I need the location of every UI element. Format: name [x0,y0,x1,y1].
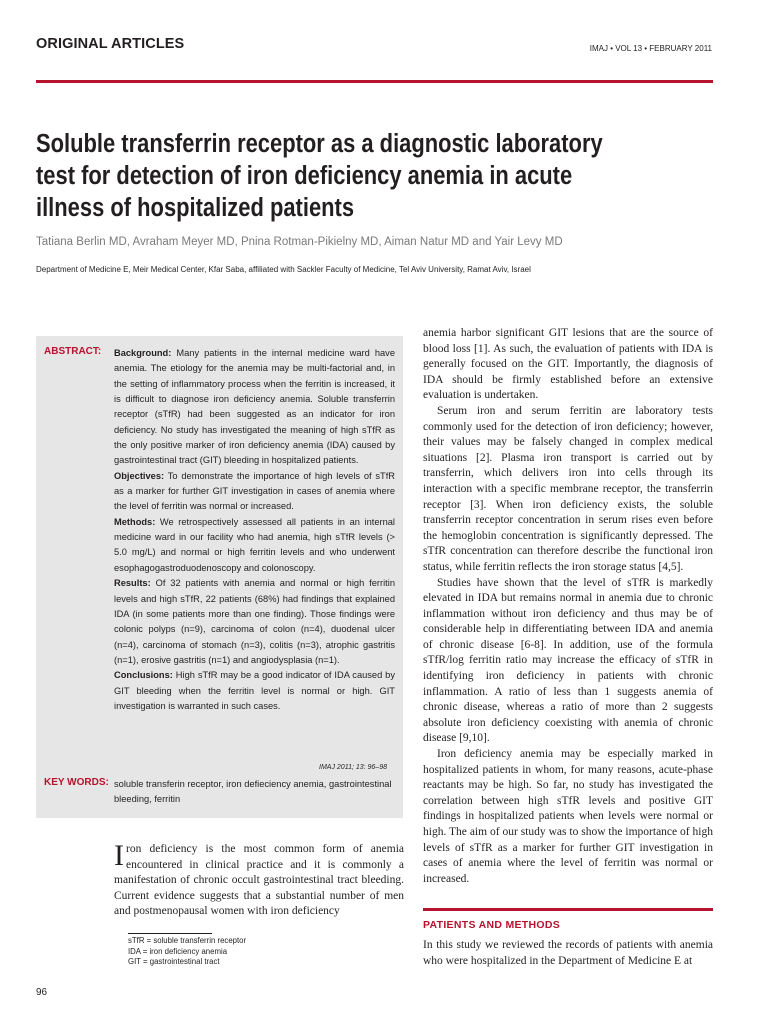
title-line-1: Soluble transferrin receptor as a diagnostic laboratory [36,130,603,158]
abstract-objectives [114,469,395,515]
conclusions-heading: Conclusions: [114,670,173,681]
author-list: Tatiana Berlin MD, Avraham Meyer MD, Pnina Rotman-Pikielny MD, Aiman Natur MD and Yair Levy MD [36,236,563,248]
background-text: Many patients in the internal medicine ward have anemia. The etiology for the anemia may be multi-factorial and, in the setting of inflammatory process when the ferritin is increased, it is difficult to diagnose iron deficiency anemia. Soluble transferrin receptor (sTfR) had been suggested as an indicator for iron deficiency. No study has investigated the meaning of high sTfR as the only positive marker of iron deficiency anemia (IDA) caused by gastrointestinal tract (GIT) bleeding in hospitalized patients. [114,348,395,466]
journal-info: IMAJ • VOL 13 • FEBRUARY 2011 [589,44,712,53]
body-paragraph-3: Studies have shown that the level of sTfR is markedly elevated in IDA but remains normal in anemia due to chronic inflammation without iron deficiency and thus may be of considerable help in differentiating between IDA and anemia of chronic disease [6-8]. In addition, use of the formula sTfR/log ferritin ratio may increase the efficacy of sTfR in identifying iron deficiency in patients with chronic inflammation. A ratio of less than 1 suggests anemia of chronic disease, whereas a ratio of more than 2 suggests absolute iron deficiency coexisting with anemia of chronic disease [9,10]. [423,576,713,745]
body-paragraph-4: Iron deficiency anemia may be especially marked in hospitalized patients in whom, for many reasons, acute-phase reactants may be high. So far, no study has investigated the correlation between high sTfR levels and positive GIT findings in hospitalized patients when levels were normal or high. The aim of our study was to show the importance of high levels of sTfR as a marker for further GIT investigation in cases of anemia where the level of ferritin was normal or increased. [423,748,713,885]
abstract-text [114,346,395,714]
abstract-conclusions [114,668,395,714]
article-title [36,128,621,224]
affiliation: Department of Medicine E, Meir Medical Center, Kfar Saba, affiliated with Sackler Faculty of Medicine, Tel Aviv University, Ramat Aviv, Israel [36,265,531,274]
body-paragraph-1: anemia harbor significant GIT lesions that are the source of blood loss [1]. As such, the evaluation of patients with IDA is generally focused on the GIT. Importantly, the diagnosis of IDA should be firmly established before an extensive evaluation is undertaken. [423,327,713,402]
abstract-label: ABSTRACT: [44,346,102,357]
abstract-box [36,336,403,818]
header-rule [36,80,713,83]
title-line-3: illness of hospitalized patients [36,194,355,222]
abstract-background [114,346,395,469]
footnote-git: GIT = gastrointestinal tract [128,957,220,966]
objectives-heading: Objectives: [114,470,165,481]
results-heading: Results: [114,578,151,589]
abstract-methods [114,515,395,576]
methods-text: We retrospectively assessed all patients in an internal medicine ward in our facility who had anemia, high sTfR levels (> 5.0 mg/L) and normal or high ferritin levels and who underwent esophagogastroduodenoscopy and colonoscopy. [114,516,395,573]
intro-paragraph: Iron deficiency is the most common form of anemia encountered in clinical practice and it is commonly a manifestation of chronic occult gastrointestinal tract bleeding. Current evidence suggests that a substantial number of men and postmenopausal women with iron deficiency [114,839,404,917]
footnote-ida: IDA = iron deficiency anemia [128,946,228,956]
section-label: ORIGINAL ARTICLES [36,36,185,52]
patients-methods-heading: PATIENTS AND METHODS [423,919,561,931]
body-paragraph-2: Serum iron and serum ferritin are laboratory tests commonly used for the detection of iron deficiency; however, their values may be falsely changed in complex medical situations [2]. Plasma iron transport is carried out by transferrin, which delivers iron into cells through its interaction with a specific membrane receptor, the transferrin receptor [3]. When iron deficiency exists, the soluble transferrin receptor concentration in serum rises even before the hemoglobin concentration is significantly depressed. The sTfR concentration can therefore describe the functional iron status, while ferritin reflects the iron storage status [4,5]. [423,404,713,573]
right-column [423,326,713,887]
footnote-stfr: sTfR = soluble transferrin receptor [128,936,247,945]
background-heading: Background: [114,348,172,358]
conclusions-text: High sTfR may be a good indicator of IDA caused by GIT bleeding when the ferritin level is normal or high. GIT investigation is warranted in such cases. [114,670,395,711]
abbreviation-footnotes [128,936,246,968]
methods-heading: Methods: [114,516,156,527]
journal-citation: IMAJ 2011; 13: 96–98 [319,764,387,771]
page-number: 96 [36,987,48,998]
keywords-text: soluble transferin receptor, iron defieciency anemia, gastrointestinal bleeding, ferritin [114,779,392,805]
results-text: Of 32 patients with anemia and normal or high ferritin levels and high sTfR, 22 patients (68%) had findings that explained IDA (in some patients more than one finding). Those findings were colonic polyps (n=9), carcinoma of colon (n=4), duodenal ulcer (n=4), carcinoma of stomach (n=3), colitis (n=3), atrophic gastritis (n=1), erosive gastritis (n=1) and angiodysplasia (n=1). [114,578,395,665]
patients-methods-text: In this study we reviewed the records of patients with anemia who were hospitalized in the Department of Medicine E at [423,939,713,967]
footnote-rule [128,933,212,934]
section-rule [423,908,713,911]
keywords-label: KEY WORDS: [44,777,109,788]
title-line-2: test for detection of iron deficiency anemia in acute [36,162,573,190]
objectives-text: To demonstrate the importance of high levels of sTfR as a marker for further GIT investigation in cases of anemia where the level of ferritin was normal or increased. [114,470,395,512]
abstract-results [114,576,395,668]
